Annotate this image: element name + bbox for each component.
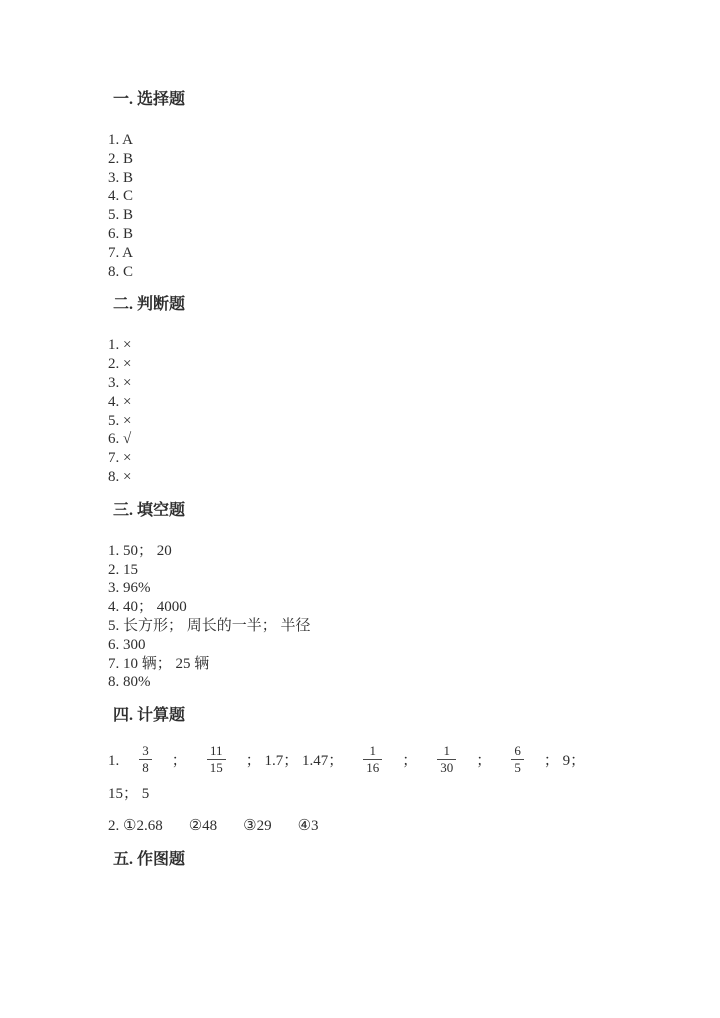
fraction-numerator: 3 bbox=[142, 743, 149, 759]
answer-item: 6. √ bbox=[108, 431, 132, 448]
section-heading-fill-in-blanks: 三. 填空题 bbox=[113, 501, 186, 519]
fraction-numerator: 1 bbox=[369, 743, 377, 759]
section-heading-calculation: 四. 计算题 bbox=[113, 707, 186, 725]
fraction bbox=[139, 745, 152, 774]
section-calculation bbox=[108, 708, 680, 836]
calc-text: ； bbox=[171, 753, 187, 770]
calc-answers-line-1 bbox=[108, 743, 680, 777]
fraction bbox=[511, 745, 524, 774]
answer-item: 8. × bbox=[108, 468, 132, 485]
answer-item: 7. 10 辆； 25 辆 bbox=[108, 655, 210, 672]
answer-item: 2. 15 bbox=[108, 561, 138, 578]
section-true-false bbox=[108, 297, 680, 486]
answer-item: 3. × bbox=[108, 374, 132, 391]
answer-item: 2. × bbox=[108, 356, 132, 373]
fraction-numerator: 1 bbox=[443, 743, 451, 759]
fraction-denominator: 8 bbox=[139, 759, 152, 774]
answer-item: 5. 长方形； 周长的一半； 半径 bbox=[108, 617, 311, 634]
answer-item: 6. B bbox=[108, 225, 134, 242]
calc-sub-answer: ③29 bbox=[243, 818, 272, 835]
calc-answers-line-2: 15； 5 bbox=[108, 786, 150, 803]
answer-item: 7. A bbox=[108, 244, 134, 261]
calc-sub-answer: ④3 bbox=[297, 818, 319, 835]
calc-sub-answer: ②48 bbox=[188, 818, 218, 835]
section-drawing bbox=[108, 852, 680, 868]
answer-item: 1. 50； 20 bbox=[108, 542, 172, 559]
answer-list bbox=[108, 131, 680, 281]
calc-sub-answer: 2. ①2.68 bbox=[108, 818, 163, 835]
calc-text: ； bbox=[402, 753, 418, 770]
answer-item: 4. × bbox=[108, 393, 132, 410]
answer-item: 3. B bbox=[108, 169, 134, 186]
fraction bbox=[207, 745, 226, 774]
fraction-denominator: 15 bbox=[207, 759, 226, 774]
answer-item: 8. C bbox=[108, 263, 134, 280]
answer-item: 7. × bbox=[108, 450, 132, 467]
answer-item: 3. 96% bbox=[108, 580, 151, 597]
section-heading-drawing: 五. 作图题 bbox=[113, 851, 186, 869]
answer-item: 5. B bbox=[108, 207, 134, 224]
answer-item: 1. × bbox=[108, 337, 132, 354]
section-heading-multiple-choice: 一. 选择题 bbox=[113, 91, 186, 108]
answer-item: 8. 80% bbox=[108, 674, 151, 691]
fraction-numerator: 6 bbox=[514, 743, 521, 759]
calc-text: ； 1.7； 1.47； bbox=[245, 753, 344, 770]
fraction bbox=[437, 745, 456, 774]
section-fill-in-blanks bbox=[108, 503, 680, 692]
answer-item: 1. A bbox=[108, 132, 134, 148]
calc-text: ； bbox=[476, 753, 492, 770]
section-heading-true-false: 二. 判断题 bbox=[113, 296, 186, 314]
answer-item: 5. × bbox=[108, 412, 132, 429]
answer-item: 6. 300 bbox=[108, 636, 146, 653]
fraction-denominator: 30 bbox=[437, 759, 456, 774]
section-multiple-choice bbox=[108, 92, 680, 281]
calc-text: 1. bbox=[108, 753, 120, 770]
calc-text: ； 9； bbox=[543, 753, 586, 770]
fraction-numerator: 11 bbox=[210, 743, 223, 759]
fraction bbox=[363, 745, 382, 774]
answer-list bbox=[108, 542, 680, 692]
fraction-denominator: 5 bbox=[511, 759, 524, 774]
answer-list bbox=[108, 336, 680, 486]
answer-item: 2. B bbox=[108, 150, 134, 167]
calc-answers-line-3 bbox=[108, 817, 680, 836]
answer-item: 4. C bbox=[108, 188, 134, 205]
answer-item: 4. 40； 4000 bbox=[108, 599, 187, 616]
fraction-denominator: 16 bbox=[363, 759, 382, 774]
